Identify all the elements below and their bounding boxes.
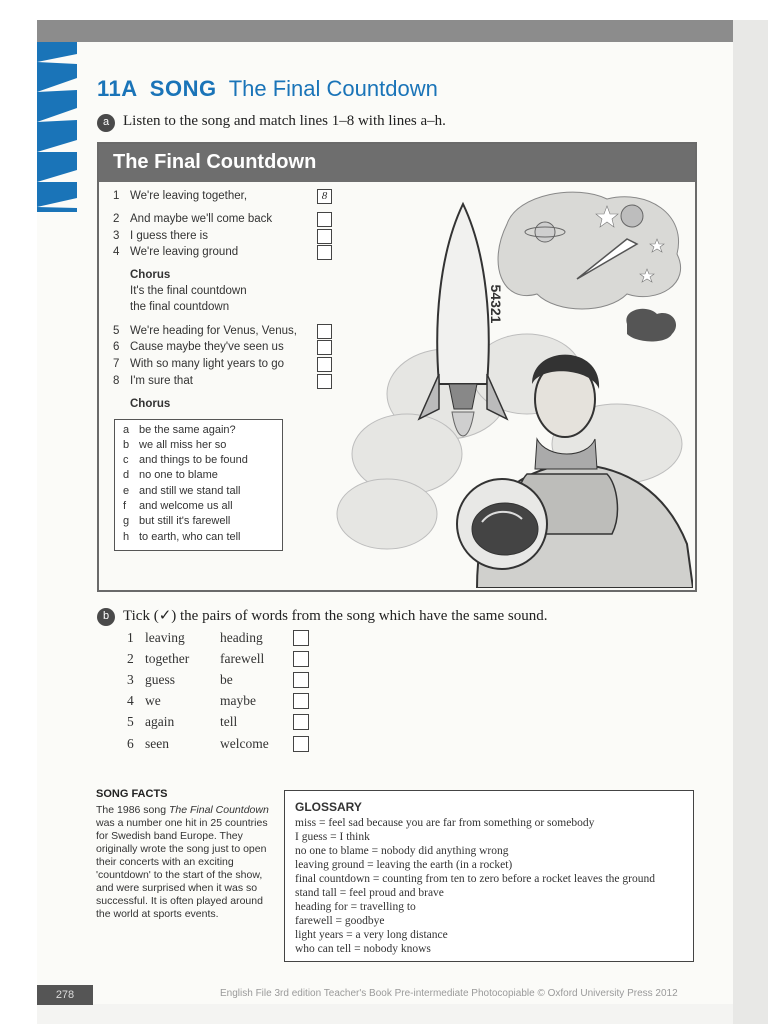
exercise-b-bullet: b [97, 608, 115, 626]
moon-icon [621, 205, 643, 227]
chorus-heading-1: Chorus [130, 269, 171, 281]
option-e: e and still we stand tall [123, 485, 241, 497]
song-line-1: 1 We're leaving together, [113, 190, 248, 202]
page-number: 278 [37, 985, 93, 1005]
scan-left-edge [0, 20, 37, 1024]
dark-cloud [626, 309, 676, 342]
pair-checkbox-6[interactable] [293, 736, 309, 752]
song-box-header [99, 144, 695, 182]
option-b: b we all miss her so [123, 439, 227, 451]
song-line-5: 5 We're heading for Venus, Venus, [113, 325, 297, 337]
song-facts-heading: SONG FACTS [96, 788, 168, 800]
scan-top-edge [0, 0, 768, 20]
song-line-8: 8 I'm sure that [113, 375, 193, 387]
song-line-7: 7 With so many light years to go [113, 358, 285, 370]
scan-top-bar [37, 20, 733, 42]
glossary-entry: stand tall = feel proud and brave [295, 887, 444, 899]
song-facts-text: The 1986 song The Final Countdown was a number one hit in 25 countries for Swedish band Europe. They originally wrote the song just to open their concerts with an exciting 'countdown' to the start of the show, and were surprised when it was so successful. It is often played around the world at sports events. [96, 804, 269, 920]
pair-checkbox-2[interactable] [293, 651, 309, 667]
chorus-line-2: the final countdown [130, 301, 230, 313]
glossary-heading: GLOSSARY [295, 800, 362, 814]
option-h: h to earth, who can tell [123, 531, 241, 543]
page-title [97, 76, 438, 102]
song-line-6: 6 Cause maybe they've seen us [113, 341, 284, 353]
exercise-b-instruction: Tick (✓) the pairs of words from the song which have the same sound. [123, 608, 548, 624]
glossary-entry: leaving ground = leaving the earth (in a rocket) [295, 859, 513, 871]
planet-ringed-icon [535, 222, 555, 242]
option-f: f and welcome us all [123, 500, 233, 512]
glossary-entry: final countdown = counting from ten to zero before a rocket leaves the ground [295, 873, 655, 885]
glossary-entry: light years = a very long distance [295, 929, 448, 941]
chorus-line-1: It's the final countdown [130, 285, 247, 297]
glossary-entry: I guess = I think [295, 831, 370, 843]
song-line-3: 3 I guess there is [113, 230, 208, 242]
song-line-2: 2 And maybe we'll come back [113, 213, 273, 225]
scan-right-edge [733, 20, 768, 1024]
glossary-entry: heading for = travelling to [295, 901, 416, 913]
song-box-title: The Final Countdown [113, 151, 317, 173]
glossary-entry: no one to blame = nobody did anything wrong [295, 845, 509, 857]
section-label: SONG [149, 76, 217, 101]
glossary-entry: farewell = goodbye [295, 915, 385, 927]
glossary-box [284, 790, 694, 962]
copyright-footer: English File 3rd edition Teacher's Book Pre-intermediate Photocopiable © Oxford University Press 2012 [220, 988, 678, 999]
pair-checkbox-3[interactable] [293, 672, 309, 688]
option-a: a be the same again? [123, 424, 236, 436]
song-box [97, 142, 697, 592]
glossary-entry: who can tell = nobody knows [295, 943, 431, 955]
rocket-icon [419, 204, 507, 436]
pair-checkbox-5[interactable] [293, 714, 309, 730]
option-d: d no one to blame [123, 469, 218, 481]
option-g: g but still it's farewell [123, 515, 231, 527]
pair-checkbox-4[interactable] [293, 693, 309, 709]
song-line-4: 4 We're leaving ground [113, 246, 239, 258]
exercise-a-instruction: Listen to the song and match lines 1–8 with lines a–h. [123, 113, 446, 129]
answer-options-box [114, 419, 283, 551]
astronaut-rocket-illustration [327, 184, 693, 588]
exercise-a-bullet: a [97, 114, 115, 132]
chorus-heading-2: Chorus [130, 398, 171, 410]
rocket-countdown-digits: 54321 [488, 284, 504, 324]
sunburst-decoration [37, 42, 77, 212]
pair-checkbox-1[interactable] [293, 630, 309, 646]
answer-box-1[interactable]: 8 [317, 189, 332, 204]
glossary-entry: miss = feel sad because you are far from something or somebody [295, 817, 595, 829]
song-title: The Final Countdown [228, 76, 438, 101]
option-c: c and things to be found [123, 454, 248, 466]
unit-code: 11A [97, 76, 138, 101]
